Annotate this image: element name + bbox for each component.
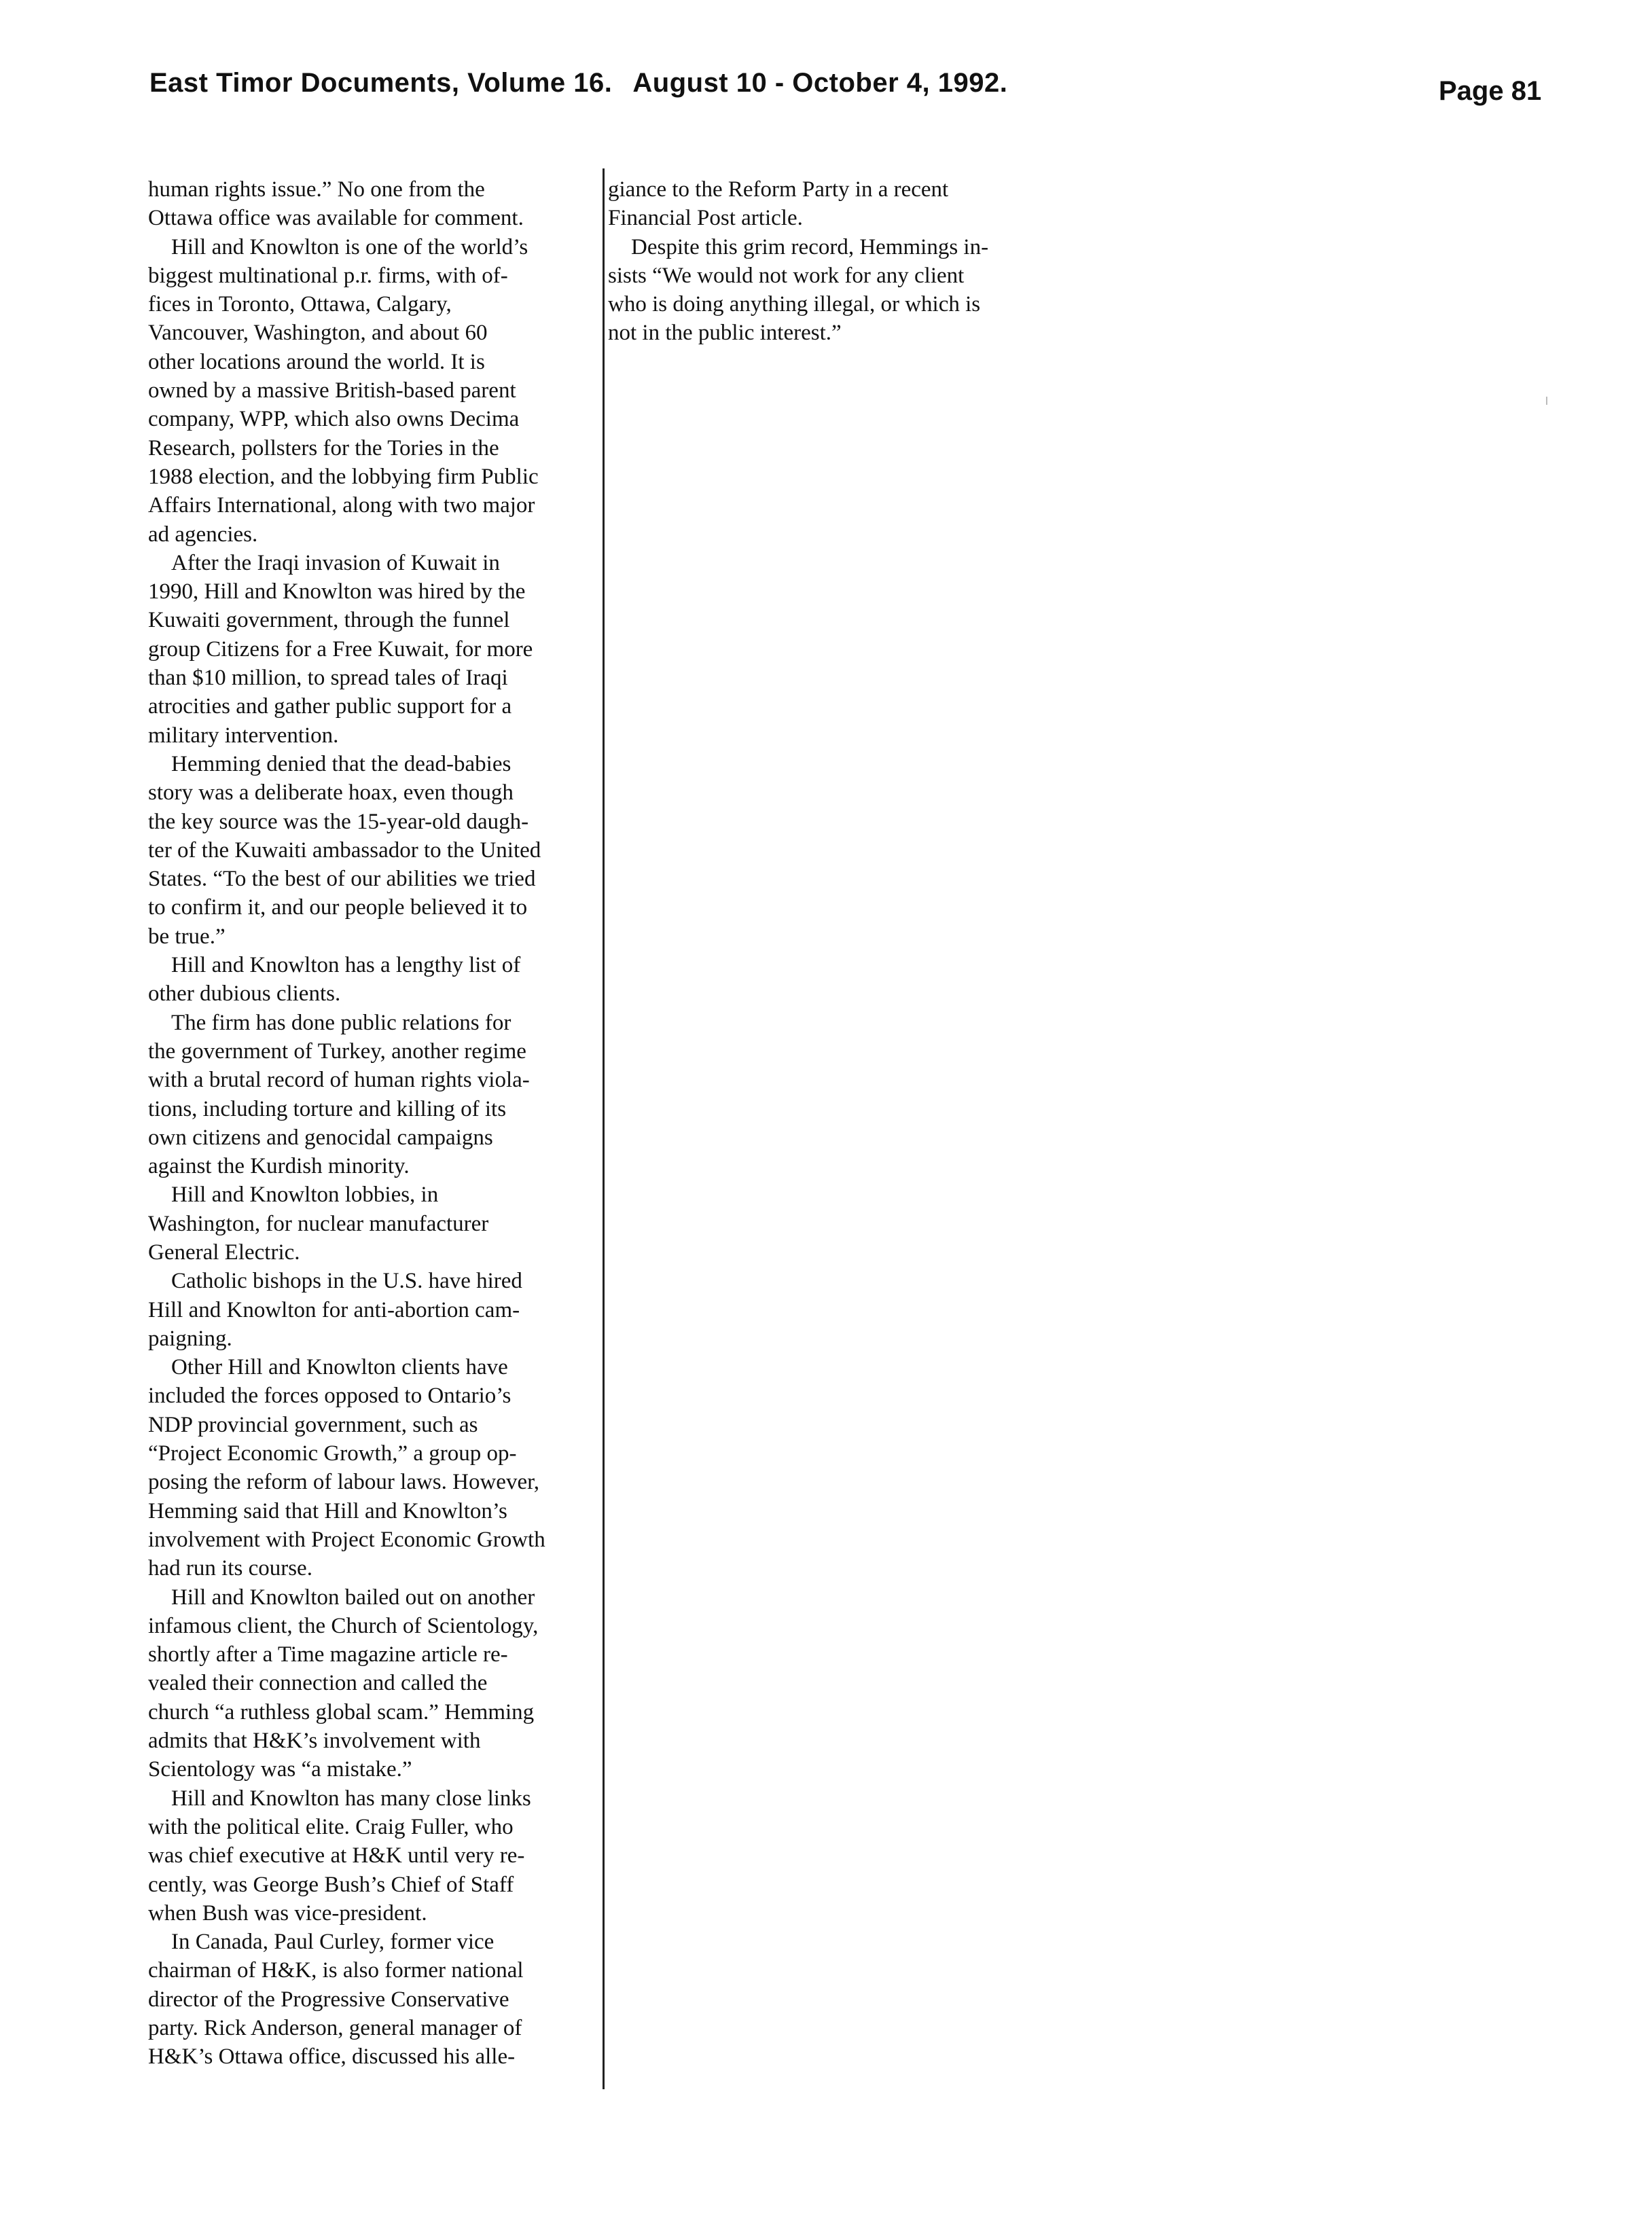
text-line: Kuwaiti government, through the funnel <box>148 608 510 633</box>
text-line: vealed their connection and called the <box>148 1671 488 1696</box>
text-line: who is doing anything illegal, or which is <box>608 292 981 317</box>
text-line: 1990, Hill and Knowlton was hired by the <box>148 579 526 604</box>
text-line: against the Kurdish minority. <box>148 1154 410 1179</box>
text-line: director of the Progressive Conservative <box>148 1987 509 2012</box>
text-line: Affairs International, along with two major <box>148 493 535 518</box>
text-line: ter of the Kuwaiti ambassador to the United <box>148 837 541 863</box>
text-line: biggest multinational p.r. firms, with of- <box>148 263 508 288</box>
text-line: Hill and Knowlton has many close links <box>171 1786 531 1811</box>
text-line: be true.” <box>148 924 226 949</box>
page-number: Page 81 <box>1439 76 1542 106</box>
text-line: to confirm it, and our people believed it to <box>148 895 528 920</box>
text-line: fices in Toronto, Ottawa, Calgary, <box>148 292 452 317</box>
text-line: Hill and Knowlton is one of the world’s <box>171 234 528 259</box>
text-line: the government of Turkey, another regime <box>148 1039 526 1064</box>
text-line: not in the public interest.” <box>608 321 842 346</box>
text-line: Other Hill and Knowlton clients have <box>171 1355 508 1380</box>
text-line: “Project Economic Growth,” a group op- <box>148 1441 517 1466</box>
text-line: Hill and Knowlton has a lengthy list of <box>171 953 521 978</box>
text-line: The firm has done public relations for <box>171 1010 511 1035</box>
text-line: Hemming denied that the dead-babies <box>171 751 511 776</box>
text-line: Catholic bishops in the U.S. have hired <box>171 1269 522 1294</box>
text-line: church “a ruthless global scam.” Hemming <box>148 1699 535 1725</box>
text-line: than $10 million, to spread tales of Iraqi <box>148 666 508 691</box>
text-line: After the Iraqi invasion of Kuwait in <box>171 550 500 575</box>
text-line: owned by a massive British-based parent <box>148 378 516 403</box>
text-line: tions, including torture and killing of its <box>148 1096 507 1121</box>
text-line: was chief executive at H&K until very re- <box>148 1843 525 1868</box>
text-line: Despite this grim record, Hemmings in- <box>631 234 989 259</box>
text-line: Vancouver, Washington, and about 60 <box>148 321 488 346</box>
right-column <box>608 175 1083 348</box>
text-line: with a brutal record of human rights viola- <box>148 1068 530 1093</box>
text-line: admits that H&K’s involvement with <box>148 1729 481 1754</box>
text-line: Financial Post article. <box>608 206 803 231</box>
text-line: Ottawa office was available for comment. <box>148 206 524 231</box>
text-line: Hemming said that Hill and Knowlton’s <box>148 1498 507 1523</box>
text-line: giance to the Reform Party in a recent <box>608 177 949 202</box>
text-line: Hill and Knowlton lobbies, in <box>171 1182 439 1208</box>
text-line: human rights issue.” No one from the <box>148 177 485 202</box>
text-line: group Citizens for a Free Kuwait, for more <box>148 636 533 662</box>
text-line: with the political elite. Craig Fuller, who <box>148 1814 514 1839</box>
text-line: cently, was George Bush’s Chief of Staff <box>148 1872 514 1897</box>
text-line: the key source was the 15-year-old daugh- <box>148 809 529 834</box>
text-line: had run its course. <box>148 1556 312 1581</box>
text-line: Washington, for nuclear manufacturer <box>148 1211 489 1236</box>
text-line: shortly after a Time magazine article re- <box>148 1642 508 1667</box>
text-line: company, WPP, which also owns Decima <box>148 407 520 432</box>
document-title: East Timor Documents, Volume 16. <box>149 68 613 98</box>
text-line: Hill and Knowlton for anti-abortion cam- <box>148 1297 520 1322</box>
text-line: ad agencies. <box>148 522 258 547</box>
text-line: Research, pollsters for the Tories in the <box>148 435 499 461</box>
text-line: In Canada, Paul Curley, former vice <box>171 1930 495 1955</box>
text-line: other dubious clients. <box>148 981 341 1007</box>
text-line: General Electric. <box>148 1240 300 1265</box>
margin-mark <box>1546 397 1547 405</box>
text-line: chairman of H&K, is also former national <box>148 1958 524 1983</box>
column-divider <box>603 168 605 2089</box>
text-line: own citizens and genocidal campaigns <box>148 1125 493 1150</box>
text-line: paigning. <box>148 1326 232 1351</box>
text-line: posing the reform of labour laws. However, <box>148 1470 540 1495</box>
text-line: sists “We would not work for any client <box>608 263 965 288</box>
text-line: infamous client, the Church of Scientology, <box>148 1613 539 1638</box>
text-line: involvement with Project Economic Growth <box>148 1527 545 1552</box>
left-column <box>148 175 596 2072</box>
date-range: August 10 - October 4, 1992. <box>632 68 1008 98</box>
text-line: included the forces opposed to Ontario’s <box>148 1384 511 1409</box>
text-line: party. Rick Anderson, general manager of <box>148 2016 522 2040</box>
text-line: Scientology was “a mistake.” <box>148 1757 412 1782</box>
text-line: NDP provincial government, such as <box>148 1412 478 1437</box>
text-line: Hill and Knowlton bailed out on another <box>171 1585 535 1610</box>
text-line: military intervention. <box>148 723 339 748</box>
text-line: story was a deliberate hoax, even though <box>148 780 514 806</box>
text-line: atrocities and gather public support for a <box>148 694 512 719</box>
text-line: other locations around the world. It is <box>148 349 485 374</box>
text-line: 1988 election, and the lobbying firm Public <box>148 464 539 489</box>
page-header <box>149 68 1007 98</box>
text-line: H&K’s Ottawa office, discussed his alle- <box>148 2044 516 2070</box>
text-line: States. “To the best of our abilities we tried <box>148 867 536 892</box>
text-line: when Bush was vice-president. <box>148 1900 427 1926</box>
